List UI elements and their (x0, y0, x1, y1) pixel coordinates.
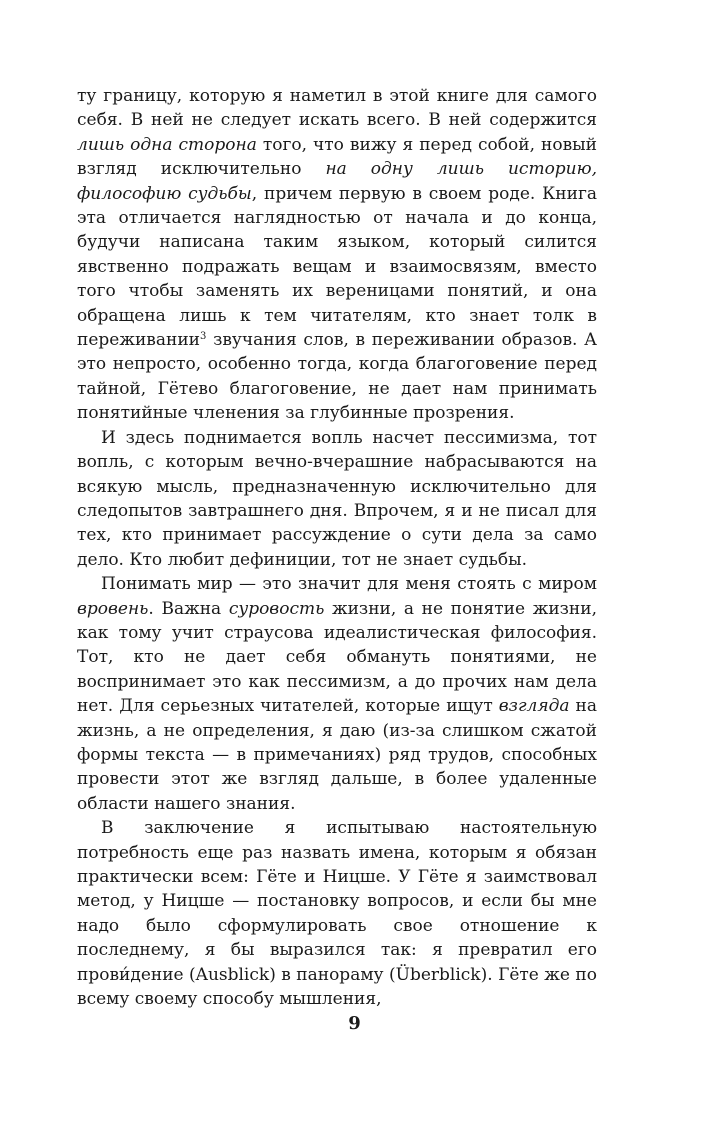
italic-text: вровень (77, 598, 149, 619)
text-run: звучания слов, в переживании образов. А это непросто, особенно тогда, когда благоговение перед тайной, Гётево благоговение, не дает нам принимать понятийные членения за глубинные прозрения. (77, 330, 597, 424)
text-run: В заключение я испытываю настоятельную потребность еще раз назвать имена, которым я обязан практически всем: Гёте и Ницше. У Гёте я заимствовал метод, у Ницше — постановку вопросов, и если бы мне надо было сформулировать свое отношение к последнему, я бы выразился так: я превратил его прови́дение (Ausblick) в панораму (Überblick). Гёте же по всему своему способу мышления, (77, 818, 597, 1010)
paragraph (77, 84, 597, 426)
text-run: И здесь поднимается вопль насчет пессимизма, тот вопль, с которым вечно-вчерашние набрасываются на всякую мысль, предназначенную исключительно для следопытов завтрашнего дня. Впрочем, я и не писал для тех, кто принимает рассуждение о сути дела за само дело. Кто любит дефиниции, тот не знает судьбы. (77, 427, 597, 570)
paragraph (77, 572, 597, 816)
italic-text: взгляда (498, 696, 570, 717)
paragraph (77, 816, 597, 1011)
body-text (77, 84, 597, 1011)
text-run: Понимать мир — это значит для меня стоять с миром (101, 574, 597, 595)
text-run: того, что вижу я перед собой, новый взгляд исключительно (77, 134, 597, 180)
text-run: на жизнь, а не определения, я даю (из-за слишком сжатой формы текста — в примечаниях) ряд трудов, способных провести этот же взгляд дальше, в более удаленные области нашего знания. (77, 696, 598, 814)
text-run: жизни, а не понятие жизни, как тому учит страусова идеалистическая философия. Тот, кто не дает себя обмануть понятиями, не воспринимает это как пессимизм, а до прочих нам дела нет. Для серьезных читателей, которые ищут (77, 598, 598, 717)
text-run: ту границу, которую я наметил в этой книге для самого себя. В ней не следует искать всего. В ней содержится (77, 86, 597, 131)
text-run: , причем первую в своем роде. Книга эта отличается наглядностью от начала и до конца, будучи написана таким языком, который силится явственно подражать вещам и взаимосвязям, вместо того чтобы заменять их вереницами понятий, и она обращена лишь к тем читателям, кто знает толк в переживании (77, 183, 597, 351)
page-number: 9 (348, 1013, 361, 1034)
italic-text: суровость (228, 598, 325, 619)
paragraph (77, 426, 597, 572)
text-run: . Важна (148, 598, 229, 619)
footnote-ref: 3 (200, 331, 207, 343)
italic-text: лишь одна сторона (77, 134, 257, 155)
italic-text: на одну лишь историю, философию судьбы (77, 159, 598, 204)
